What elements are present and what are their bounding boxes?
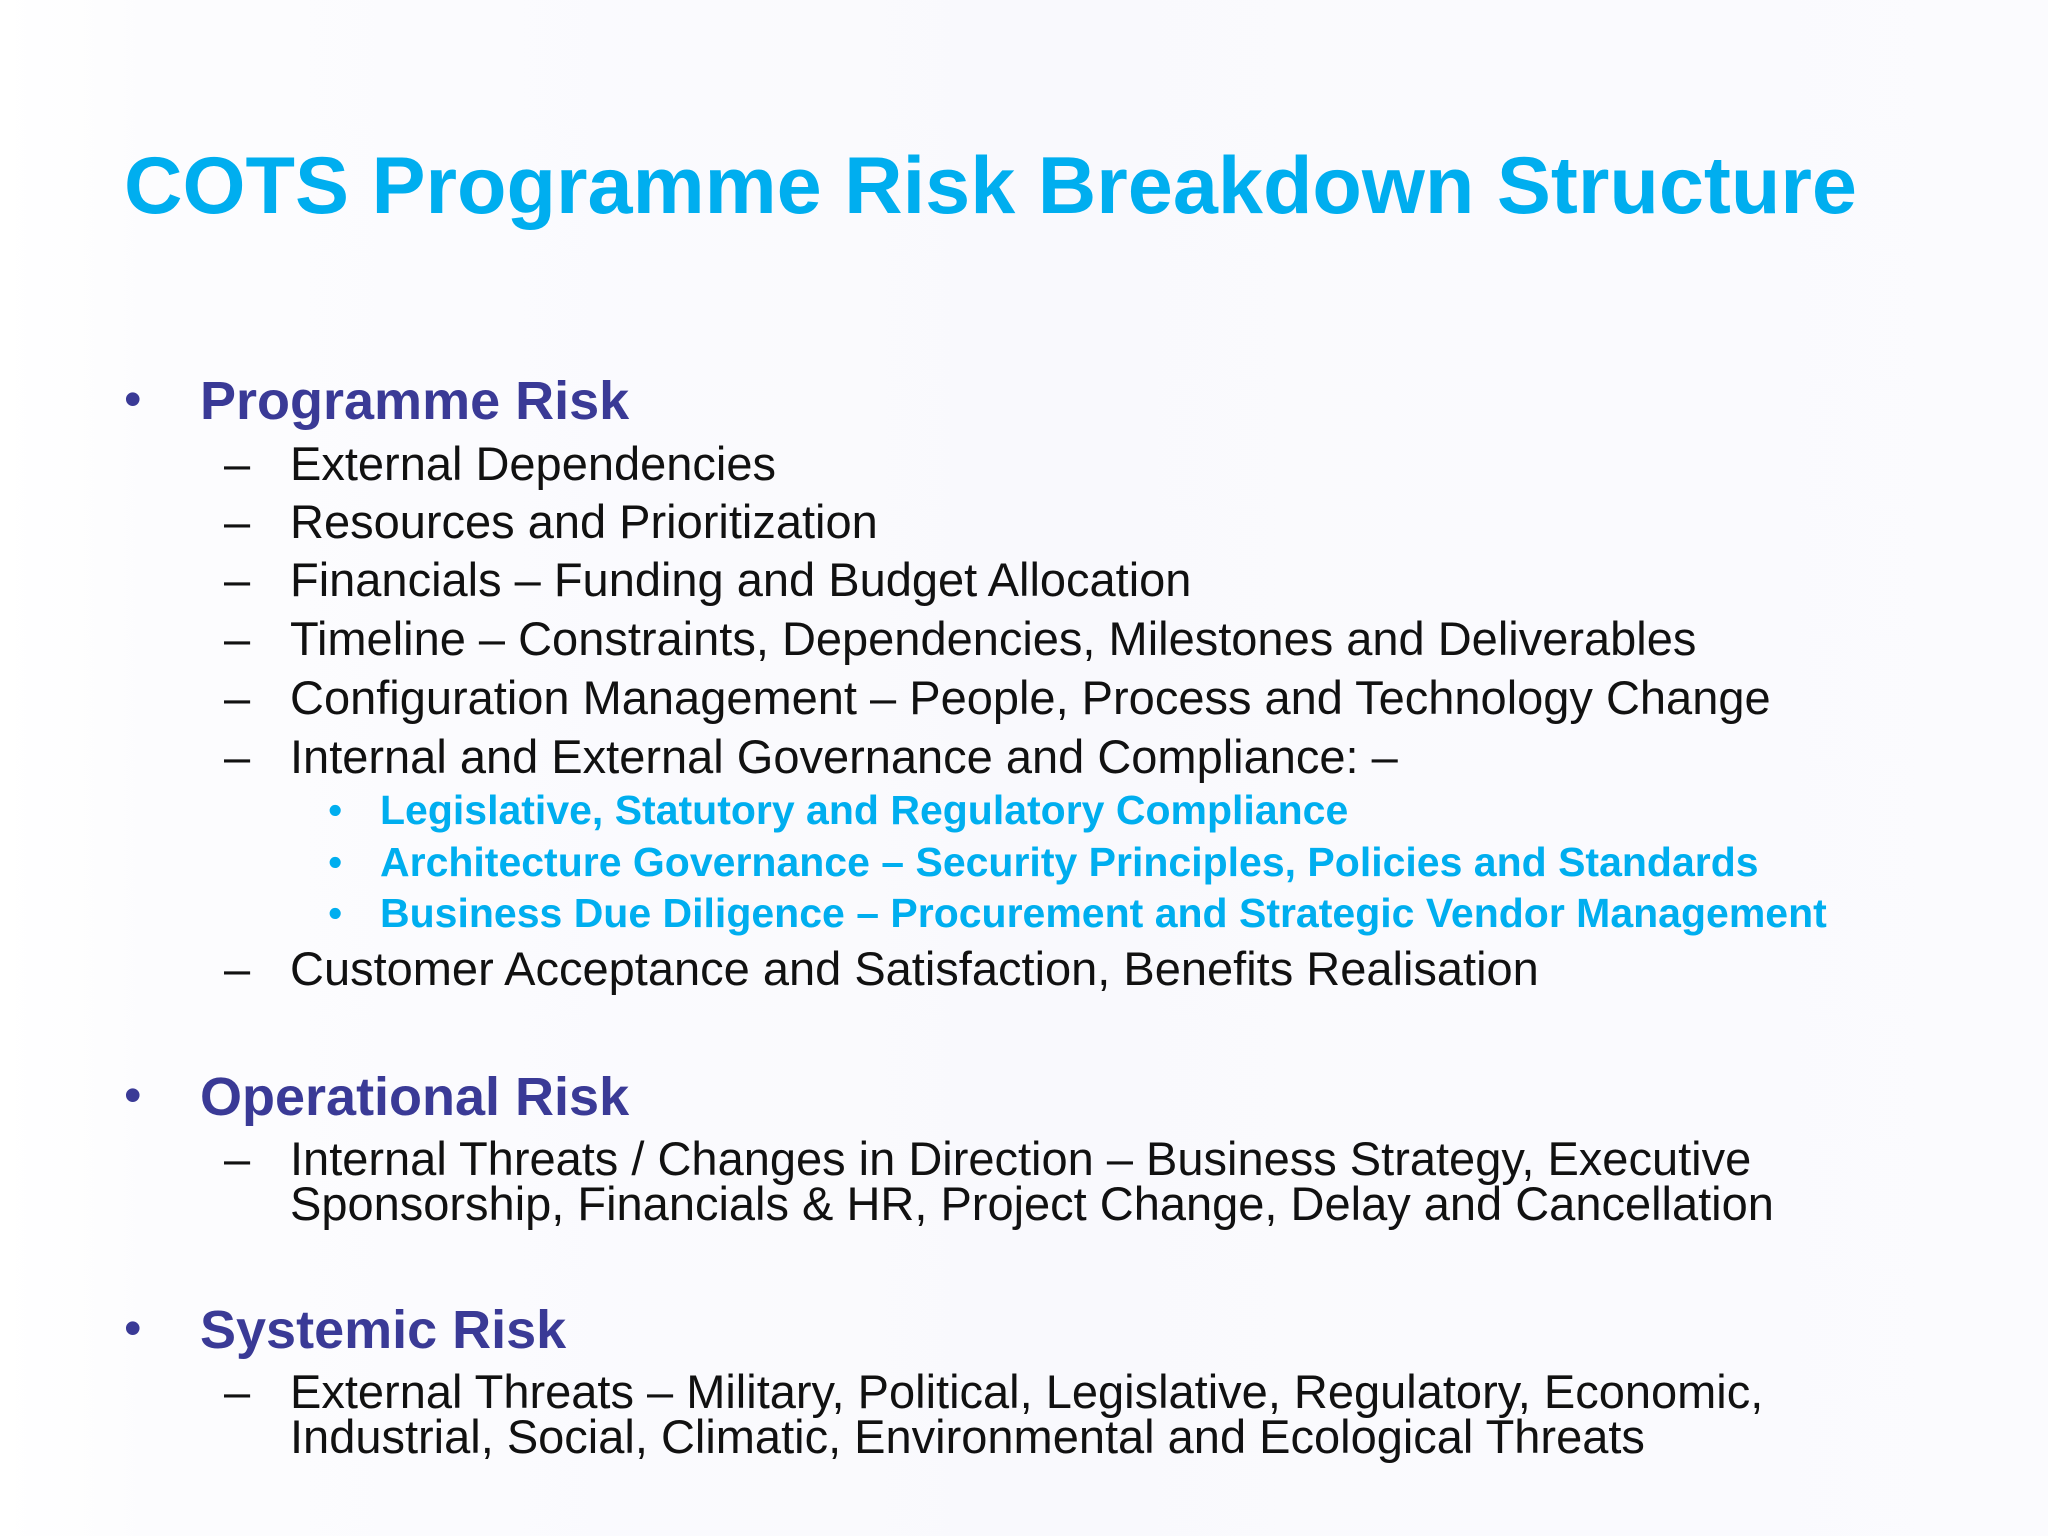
list-item-text: Internal and External Governance and Compliance: – — [290, 730, 1398, 783]
dash-icon: – — [224, 942, 251, 995]
list-item-text: External Threats – Military, Political, Legislative, Regulatory, Economic, — [290, 1365, 1764, 1418]
dash-icon: – — [224, 730, 251, 783]
slide-title: COTS Programme Risk Breakdown Structure — [124, 141, 1857, 231]
dash-icon: – — [224, 671, 251, 724]
list-item-text: Sponsorship, Financials & HR, Project Change, Delay and Cancellation — [290, 1177, 1774, 1230]
bullet-icon: • — [328, 787, 343, 833]
list-item-text: External Dependencies — [290, 437, 776, 490]
section-heading-label: Operational Risk — [200, 1067, 630, 1127]
sub-list-item-text: Business Due Diligence – Procurement and Strategic Vendor Management — [380, 890, 1827, 936]
list-item-text: Industrial, Social, Climatic, Environmental and Ecological Threats — [290, 1410, 1645, 1463]
list-item-text: Timeline – Constraints, Dependencies, Milestones and Deliverables — [290, 612, 1697, 665]
sub-list-item-text: Architecture Governance – Security Principles, Policies and Standards — [380, 839, 1759, 885]
list-item-text: Configuration Management – People, Process and Technology Change — [290, 671, 1771, 724]
dash-icon: – — [224, 612, 251, 665]
dash-icon: – — [224, 1365, 251, 1418]
dash-icon: – — [224, 437, 251, 490]
bullet-icon: • — [124, 371, 142, 427]
list-item-text: Customer Acceptance and Satisfaction, Benefits Realisation — [290, 942, 1539, 995]
list-item-text: Internal Threats / Changes in Direction – Business Strategy, Executive — [290, 1132, 1752, 1185]
section-heading-label: Programme Risk — [200, 371, 630, 431]
list-item-text: Resources and Prioritization — [290, 495, 878, 548]
bullet-icon: • — [328, 890, 343, 936]
sub-list-item-text: Legislative, Statutory and Regulatory Compliance — [380, 787, 1349, 833]
bullet-icon: • — [124, 1067, 142, 1123]
section-heading-label: Systemic Risk — [200, 1300, 567, 1360]
dash-icon: – — [224, 553, 251, 606]
bullet-icon: • — [124, 1300, 142, 1356]
dash-icon: – — [224, 495, 251, 548]
list-item-text: Financials – Funding and Budget Allocation — [290, 553, 1192, 606]
dash-icon: – — [224, 1132, 251, 1185]
bullet-icon: • — [328, 839, 343, 885]
